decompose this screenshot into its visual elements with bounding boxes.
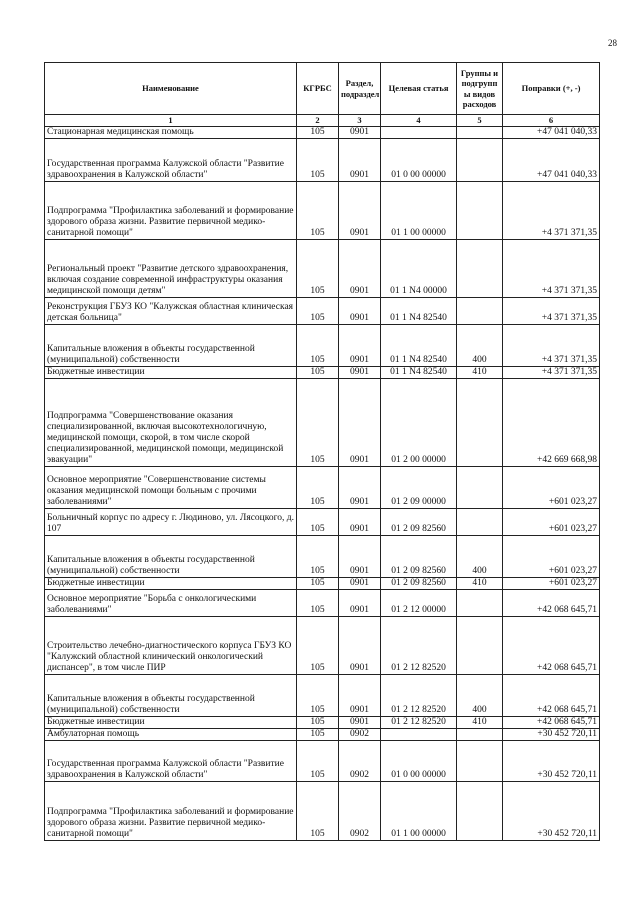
column-number-row — [45, 115, 600, 127]
row-section: 0902 — [339, 740, 381, 781]
row-target: 01 2 09 82560 — [381, 535, 457, 577]
row-name: Стационарная медицинская помощь — [45, 126, 297, 138]
row-group — [457, 126, 503, 138]
row-section: 0901 — [339, 674, 381, 716]
row-name: Амбулаторная помощь — [45, 728, 297, 740]
row-section: 0901 — [339, 126, 381, 138]
row-name: Подпрограмма "Профилактика заболеваний и формирование здорового образа жизни. Развитие первичной медико-санитарной помощи" — [45, 781, 297, 840]
row-name: Государственная программа Калужской области "Развитие здравоохранения в Калужской области" — [45, 138, 297, 181]
row-kgrbs: 105 — [297, 616, 339, 674]
row-amount: +42 068 645,71 — [503, 674, 600, 716]
row-kgrbs: 105 — [297, 324, 339, 366]
row-section: 0901 — [339, 535, 381, 577]
row-target: 01 1 N4 82540 — [381, 366, 457, 378]
row-kgrbs: 105 — [297, 239, 339, 297]
row-kgrbs: 105 — [297, 378, 339, 466]
row-target: 01 2 12 82520 — [381, 674, 457, 716]
row-amount: +30 452 720,11 — [503, 740, 600, 781]
header-target: Целевая статья — [381, 63, 457, 115]
row-section: 0901 — [339, 181, 381, 239]
header-groups: Группы и подгрупп ы видов расходов — [457, 63, 503, 115]
row-amount: +42 068 645,71 — [503, 589, 600, 616]
header-section: Раздел, подраздел — [339, 63, 381, 115]
row-target: 01 2 00 00000 — [381, 378, 457, 466]
row-target — [381, 126, 457, 138]
row-name: Строительство лечебно-диагностического корпуса ГБУЗ КО "Калужский областной клинический онкологический диспансер", в том числе ПИР — [45, 616, 297, 674]
row-section: 0901 — [339, 378, 381, 466]
row-group — [457, 781, 503, 840]
row-group — [457, 589, 503, 616]
column-number: 4 — [381, 115, 457, 127]
header-amendments: Поправки (+, -) — [503, 63, 600, 115]
table-row — [45, 378, 600, 466]
row-section: 0901 — [339, 138, 381, 181]
row-group — [457, 181, 503, 239]
row-kgrbs: 105 — [297, 781, 339, 840]
table-row — [45, 740, 600, 781]
row-section: 0901 — [339, 466, 381, 508]
row-name: Подпрограмма "Совершенствование оказания специализированной, включая высокотехнологичную, медицинской помощи, скорой, в том числе скорой специализированной, медицинской помощи, медицинской эвакуации" — [45, 378, 297, 466]
row-amount: +4 371 371,35 — [503, 366, 600, 378]
row-kgrbs: 105 — [297, 466, 339, 508]
row-group — [457, 138, 503, 181]
row-name: Бюджетные инвестиции — [45, 716, 297, 728]
row-name: Подпрограмма "Профилактика заболеваний и формирование здорового образа жизни. Развитие первичной медико-санитарной помощи" — [45, 181, 297, 239]
row-amount: +601 023,27 — [503, 508, 600, 535]
row-amount: +42 068 645,71 — [503, 716, 600, 728]
row-kgrbs: 105 — [297, 126, 339, 138]
row-group — [457, 616, 503, 674]
row-amount: +601 023,27 — [503, 535, 600, 577]
table-row — [45, 674, 600, 716]
table-row — [45, 126, 600, 138]
row-kgrbs: 105 — [297, 577, 339, 589]
row-target: 01 2 09 82560 — [381, 577, 457, 589]
column-number: 6 — [503, 115, 600, 127]
row-amount: +30 452 720,11 — [503, 781, 600, 840]
table-row — [45, 589, 600, 616]
budget-table — [44, 62, 600, 841]
table-row — [45, 616, 600, 674]
column-number: 1 — [45, 115, 297, 127]
row-target: 01 2 12 82520 — [381, 616, 457, 674]
row-section: 0901 — [339, 324, 381, 366]
row-amount: +47 041 040,33 — [503, 126, 600, 138]
table-row — [45, 508, 600, 535]
row-section: 0901 — [339, 297, 381, 324]
row-amount: +42 669 668,98 — [503, 378, 600, 466]
row-group — [457, 378, 503, 466]
row-name: Бюджетные инвестиции — [45, 366, 297, 378]
row-group: 410 — [457, 366, 503, 378]
table-row — [45, 466, 600, 508]
row-amount: +4 371 371,35 — [503, 297, 600, 324]
row-target: 01 0 00 00000 — [381, 138, 457, 181]
page-number: 28 — [608, 38, 617, 48]
row-group — [457, 740, 503, 781]
row-group: 410 — [457, 577, 503, 589]
row-amount: +42 068 645,71 — [503, 616, 600, 674]
row-group — [457, 466, 503, 508]
row-amount: +47 041 040,33 — [503, 138, 600, 181]
row-group: 400 — [457, 674, 503, 716]
table-row — [45, 239, 600, 297]
row-name: Реконструкция ГБУЗ КО "Калужская областная клиническая детская больница" — [45, 297, 297, 324]
table-row — [45, 577, 600, 589]
row-section: 0901 — [339, 589, 381, 616]
row-target: 01 1 N4 82540 — [381, 324, 457, 366]
row-group — [457, 297, 503, 324]
row-group — [457, 728, 503, 740]
row-name: Государственная программа Калужской области "Развитие здравоохранения в Калужской области" — [45, 740, 297, 781]
row-kgrbs: 105 — [297, 508, 339, 535]
row-section: 0901 — [339, 366, 381, 378]
header-row — [45, 63, 600, 115]
row-kgrbs: 105 — [297, 728, 339, 740]
row-target: 01 1 N4 82540 — [381, 297, 457, 324]
row-amount: +601 023,27 — [503, 466, 600, 508]
row-target: 01 1 N4 00000 — [381, 239, 457, 297]
row-target — [381, 728, 457, 740]
row-name: Бюджетные инвестиции — [45, 577, 297, 589]
row-kgrbs: 105 — [297, 181, 339, 239]
row-kgrbs: 105 — [297, 716, 339, 728]
row-section: 0902 — [339, 728, 381, 740]
table-row — [45, 728, 600, 740]
row-section: 0901 — [339, 508, 381, 535]
row-section: 0901 — [339, 716, 381, 728]
row-section: 0902 — [339, 781, 381, 840]
column-number: 2 — [297, 115, 339, 127]
row-amount: +4 371 371,35 — [503, 324, 600, 366]
row-target: 01 2 12 00000 — [381, 589, 457, 616]
table-row — [45, 781, 600, 840]
row-target: 01 1 00 00000 — [381, 781, 457, 840]
table-row — [45, 138, 600, 181]
row-kgrbs: 105 — [297, 138, 339, 181]
row-target: 01 0 00 00000 — [381, 740, 457, 781]
column-number: 3 — [339, 115, 381, 127]
row-name: Капитальные вложения в объекты государственной (муниципальной) собственности — [45, 535, 297, 577]
row-group: 400 — [457, 535, 503, 577]
row-name: Больничный корпус по адресу г. Людиново, ул. Лясоцкого, д. 107 — [45, 508, 297, 535]
row-kgrbs: 105 — [297, 535, 339, 577]
row-group: 400 — [457, 324, 503, 366]
row-amount: +4 371 371,35 — [503, 181, 600, 239]
table-row — [45, 297, 600, 324]
row-kgrbs: 105 — [297, 740, 339, 781]
row-name: Основное мероприятие "Борьба с онкологическими заболеваниями" — [45, 589, 297, 616]
row-kgrbs: 105 — [297, 589, 339, 616]
row-group — [457, 508, 503, 535]
row-section: 0901 — [339, 239, 381, 297]
row-target: 01 2 09 00000 — [381, 466, 457, 508]
row-group — [457, 239, 503, 297]
row-section: 0901 — [339, 616, 381, 674]
row-kgrbs: 105 — [297, 366, 339, 378]
row-kgrbs: 105 — [297, 297, 339, 324]
table-row — [45, 535, 600, 577]
header-name: Наименование — [45, 63, 297, 115]
header-kgrbs: КГРБС — [297, 63, 339, 115]
row-name: Региональный проект "Развитие детского здравоохранения, включая создание современной инфраструктуры оказания медицинской помощи детям" — [45, 239, 297, 297]
row-name: Основное мероприятие "Совершенствование системы оказания медицинской помощи больным с прочими заболеваниями" — [45, 466, 297, 508]
row-target: 01 1 00 00000 — [381, 181, 457, 239]
row-section: 0901 — [339, 577, 381, 589]
row-amount: +30 452 720,11 — [503, 728, 600, 740]
table-row — [45, 716, 600, 728]
row-amount: +4 371 371,35 — [503, 239, 600, 297]
row-name: Капитальные вложения в объекты государственной (муниципальной) собственности — [45, 324, 297, 366]
table-row — [45, 366, 600, 378]
table-row — [45, 324, 600, 366]
row-group: 410 — [457, 716, 503, 728]
row-target: 01 2 12 82520 — [381, 716, 457, 728]
row-kgrbs: 105 — [297, 674, 339, 716]
row-target: 01 2 09 82560 — [381, 508, 457, 535]
table-row — [45, 181, 600, 239]
row-name: Капитальные вложения в объекты государственной (муниципальной) собственности — [45, 674, 297, 716]
column-number: 5 — [457, 115, 503, 127]
row-amount: +601 023,27 — [503, 577, 600, 589]
